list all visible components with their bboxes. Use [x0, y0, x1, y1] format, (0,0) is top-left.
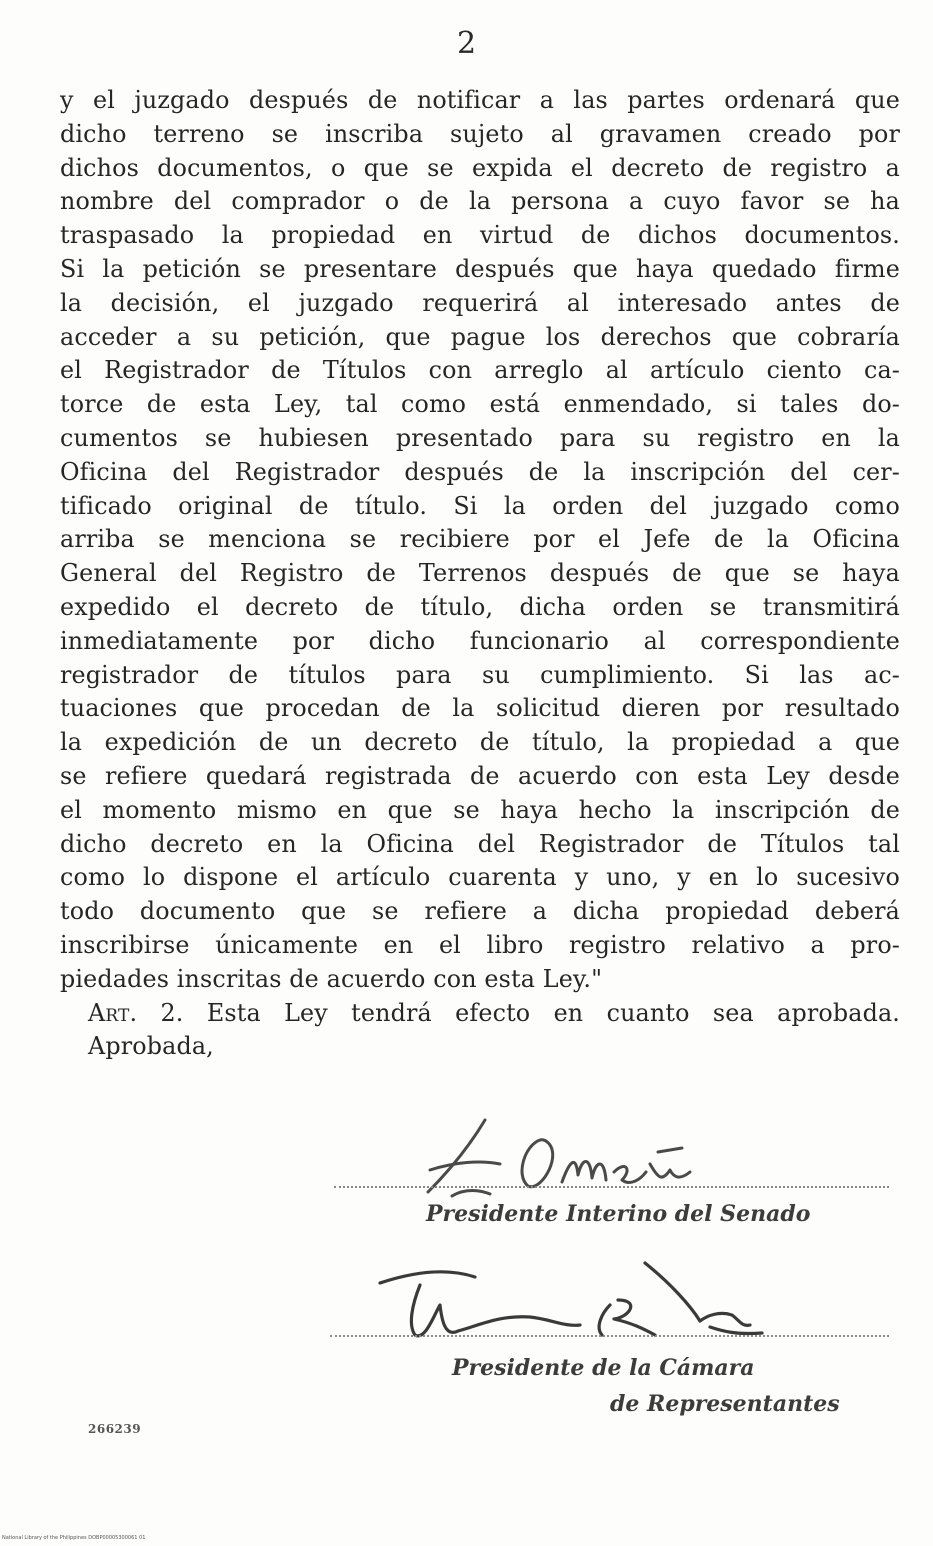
body-line: acceder a su petición, que pague los derechos que cobraría [60, 322, 900, 351]
senate-president-signature [400, 1100, 780, 1200]
body-line: y el juzgado después de notificar a las partes ordenará que [60, 86, 900, 114]
body-line: tificado original de título. Si la orden del juzgado como [60, 491, 900, 520]
body-line: arriba se menciona se recibiere por el Jefe de la Oficina [60, 525, 900, 554]
senate-president-title: Presidente Interino del Senado [426, 1201, 811, 1227]
body-line: se refiere quedará registrada de acuerdo con esta Ley desde [60, 761, 900, 790]
article-text: Esta Ley tendrá efecto en cuanto sea aprobada. [206, 998, 900, 1027]
approved-line: Aprobada, [88, 1032, 214, 1061]
body-text [60, 84, 900, 1064]
body-line: el Registrador de Títulos con arreglo al artículo ciento ca- [60, 356, 900, 385]
house-speaker-title: Presidente de la Cámara [452, 1355, 755, 1381]
house-speaker-signature [370, 1255, 790, 1355]
body-line: todo documento que se refiere a dicha propiedad deberá [60, 897, 900, 926]
archive-credit: National Library of the Philippines DOBP00005300061 01 [2, 1535, 146, 1541]
body-line: inscribirse únicamente en el libro registro relativo a pro- [60, 930, 900, 959]
article-label: Art. 2. [88, 998, 184, 1027]
body-line: cumentos se hubiesen presentado para su registro en la [60, 423, 900, 452]
body-line: dichos documentos, o que se expida el decreto de registro a [60, 153, 900, 182]
signature-line [334, 1186, 889, 1188]
body-line: piedades inscritas de acuerdo con esta Ley." [60, 964, 603, 993]
body-line: torce de esta Ley, tal como está enmendado, si tales do- [60, 390, 900, 419]
body-line: dicho decreto en la Oficina del Registrador de Títulos tal [60, 829, 900, 858]
body-line: la decisión, el juzgado requerirá al interesado antes de [60, 288, 900, 317]
body-line: como lo dispone el artículo cuarenta y uno, y en lo sucesivo [60, 863, 900, 892]
document-code: 266239 [88, 1422, 142, 1436]
body-line: Si la petición se presentare después que haya quedado firme [60, 254, 900, 283]
body-line: General del Registro de Terrenos después de que se haya [60, 559, 900, 588]
article-line [60, 997, 900, 1031]
body-line: expedido el decreto de título, dicha orden se transmitirá [60, 592, 900, 621]
body-line: registrador de títulos para su cumplimiento. Si las ac- [60, 660, 900, 689]
body-line: Oficina del Registrador después de la inscripción del cer- [60, 457, 900, 486]
body-line: dicho terreno se inscriba sujeto al gravamen creado por [60, 119, 900, 148]
body-line: tuaciones que procedan de la solicitud dieren por resultado [60, 694, 900, 723]
page-number: 2 [456, 26, 477, 61]
body-line: inmediatamente por dicho funcionario al correspondiente [60, 626, 900, 655]
body-line: nombre del comprador o de la persona a cuyo favor se ha [60, 187, 900, 216]
body-line: el momento mismo en que se haya hecho la inscripción de [60, 795, 900, 824]
signature-line [330, 1335, 889, 1337]
body-line: la expedición de un decreto de título, la propiedad a que [60, 728, 900, 757]
body-line: traspasado la propiedad en virtud de dichos documentos. [60, 221, 900, 250]
house-speaker-title-2: de Representantes [610, 1391, 840, 1417]
